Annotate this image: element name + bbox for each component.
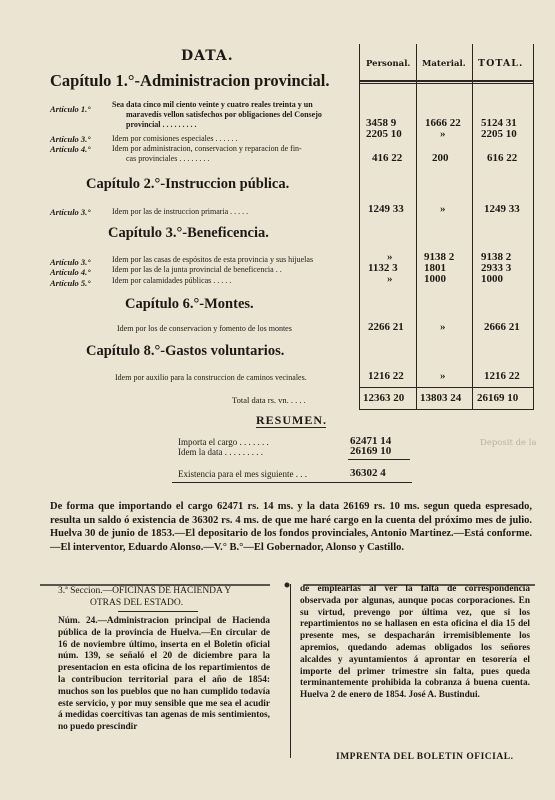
column-header-total: TOTAL. [478, 58, 524, 69]
table-line-material-total [472, 44, 473, 410]
chapter-8-text: Idem por auxilio para la construccion de caminos vecinales. [115, 373, 307, 382]
table-line-personal-material [416, 44, 417, 410]
totals-personal: 12363 20 [363, 392, 405, 404]
chapter-3-article-5-text: Idem por calamidades públicas . . . . . [112, 276, 232, 285]
resumen-existencia-label: Existencia para el mes siguiente . . . [178, 469, 307, 479]
chapter-1-article-3-text: Idem por comisiones especiales . . . . . . [112, 134, 238, 143]
section-heading-line-1: 3.ª Seccion.—OFICINAS DE HACIENDA Y [58, 586, 232, 596]
resumen-bottom-rule [172, 482, 412, 483]
chapter-3-title: Capítulo 3.°-Beneficencia. [108, 225, 269, 241]
chapter-2-article-3-text: Idem por las de instruccion primaria . . . . . [112, 207, 249, 216]
column-header-personal: Personal. [366, 59, 411, 69]
chapter-1-article-4-label: Artículo 4.° [50, 144, 91, 154]
chapter-3-article-3-label: Artículo 3.° [50, 257, 91, 267]
chapter-1-row-3-total: 2205 10 [481, 128, 517, 140]
resumen-data-value: 26169 10 [350, 445, 392, 457]
chapter-1-row-1-personal: 3458 9 [366, 117, 397, 129]
chapter-3-total-1: 9138 2 [481, 251, 512, 263]
totals-label: Total data rs. vn. . . . . [232, 395, 306, 405]
chapter-1-row-1-total: 5124 31 [481, 117, 517, 129]
chapter-3-article-4-label: Artículo 4.° [50, 267, 91, 277]
table-line-right-total [533, 44, 534, 410]
chapter-3-total-2: 2933 3 [481, 262, 512, 274]
chapter-1-article-1-line-1: Sea data cinco mil ciento veinte y cuatro reales treinta y un [112, 100, 313, 109]
chapter-1-article-1-line-2: maravedís vellon satisfechos por obligaciones del Consejo [126, 110, 322, 119]
chapter-1-title: Capítulo 1.°-Administracion provincial. [50, 71, 330, 90]
chapter-3-personal-3: » [387, 273, 393, 285]
totals-bottom-rule [359, 409, 533, 410]
chapter-6-text: Idem por los de conservacion y fomento de los montes [117, 324, 292, 333]
resumen-cargo-label: Importa el cargo . . . . . . . [178, 437, 269, 447]
chapter-8-title: Capítulo 8.°-Gastos voluntarios. [86, 343, 285, 359]
chapter-3-total-3: 1000 [481, 273, 503, 285]
chapter-6-total: 2666 21 [484, 321, 520, 333]
chapter-3-article-3-text: Idem por las casas de espósitos de esta provincia y sus hijuelas [112, 255, 314, 264]
chapter-2-article-3-label: Artículo 3.° [50, 207, 91, 217]
margin-ghost-text: Deposit de la [480, 438, 537, 448]
chapter-3-article-4-text: Idem por las de la junta provincial de beneficencia . . [112, 265, 282, 274]
chapter-3-personal-2: 1132 3 [368, 262, 398, 274]
closing-paragraph: De forma que importando el cargo 62471 rs. 14 ms. y la data 26169 rs. 10 ms. segun queda espresado, resulta un saldo ó existencia de 36302 rs. 4 ms. de que me haré cargo en la cuenta del próximo mes de julio. Huelva 30 de junio de 1853.—El depositario de los fondos provinciales, Antonio Martinez.—Está conforme.—El interventor, Eduardo Alonso.—V.° B.°—El Gobernador, Alonso y Castillo. [50, 501, 532, 553]
totals-total: 26169 10 [477, 392, 519, 404]
column-divider [290, 584, 291, 758]
chapter-3-material-3: 1000 [424, 273, 446, 285]
chapter-1-article-1-line-3: provincial . . . . . . . . . [126, 120, 197, 129]
header-rule [359, 80, 533, 82]
data-title: DATA. [181, 48, 234, 64]
right-column-text: de emplearlas al ver la falta de correspondencia observada por algunas, aunque pocas corporaciones. En su virtud, prevengo por última vez, que si los repartimientos no se hallasen en esta oficina el dia 15 del presente mes, se despacharán irremisiblemente los apremios, quedando ademas obligados los señores alcaldes y ayuntamientos á aprontar en tesorería el importe del primer trimestre sin falta, pues queda terminantemente prohibida la cobranza á buena cuenta. Huelva 2 de enero de 1854. José A. Bustindui. [300, 584, 530, 701]
chapter-1-article-4-line-1: Idem por administracion, conservacion y reparacion de fin- [112, 144, 302, 153]
chapter-8-total: 1216 22 [484, 370, 520, 382]
resumen-underline [256, 427, 326, 428]
totals-rule [359, 387, 533, 388]
column-header-material: Material. [422, 59, 466, 69]
chapter-1-row-3-personal: 2205 10 [366, 128, 402, 140]
chapter-6-title: Capítulo 6.°-Montes. [125, 296, 254, 312]
header-rule-thin [359, 83, 533, 84]
chapter-1-article-4-line-2: cas provinciales . . . . . . . . [126, 154, 210, 163]
chapter-1-article-3-label: Artículo 3.° [50, 134, 91, 144]
chapter-1-article-1-label: Artículo 1.° [50, 104, 91, 114]
resumen-sum-rule [348, 459, 410, 460]
resumen-data-label: Idem la data . . . . . . . . . [178, 447, 263, 457]
chapter-3-personal-1: » [387, 251, 393, 263]
chapter-3-material-2: 1801 [424, 262, 446, 274]
chapter-2-material: » [440, 203, 446, 215]
chapter-6-personal: 2266 21 [368, 321, 404, 333]
ornamental-divider [40, 573, 535, 579]
resumen-existencia-value: 36302 4 [350, 467, 386, 479]
section-heading-line-2: OTRAS DEL ESTADO. [90, 598, 184, 608]
imprenta-footer: IMPRENTA DEL BOLETIN OFICIAL. [336, 752, 514, 762]
resumen-cargo-value: 62471 14 [350, 435, 392, 447]
chapter-1-row-3-material: » [440, 128, 446, 140]
chapter-2-title: Capítulo 2.°-Instruccion pública. [86, 176, 290, 192]
chapter-2-total: 1249 33 [484, 203, 520, 215]
table-line-left-personal [359, 44, 360, 410]
chapter-3-article-5-label: Artículo 5.° [50, 278, 91, 288]
totals-material: 13803 24 [420, 392, 462, 404]
resumen-title: RESUMEN. [256, 413, 328, 427]
chapter-3-material-1: 9138 2 [424, 251, 455, 263]
chapter-6-material: » [440, 321, 446, 333]
section-heading-rule [118, 611, 198, 612]
chapter-2-personal: 1249 33 [368, 203, 404, 215]
chapter-1-row-4-material: 200 [432, 152, 449, 164]
chapter-1-row-1-material: 1666 22 [425, 117, 461, 129]
chapter-1-row-4-total: 616 22 [487, 152, 518, 164]
chapter-1-row-4-personal: 416 22 [372, 152, 403, 164]
chapter-8-material: » [440, 370, 446, 382]
chapter-8-personal: 1216 22 [368, 370, 404, 382]
left-column-text: Núm. 24.—Administracion principal de Hacienda pública de la provincia de Huelva.—En circular de 16 de noviembre último, inserta en el Boletin oficial núm. 139, se señaló el 20 de diciembre para la presentacion en esta oficina de los repartimientos de la contribucion territorial para el año de 1854: muchos son los pueblos que no han cumplido todavía este servicio, y por muy sensible que me sea el acudir á medidas coercitivas tan agenas de mis sentimientos, no puedo prescindir [58, 616, 270, 733]
